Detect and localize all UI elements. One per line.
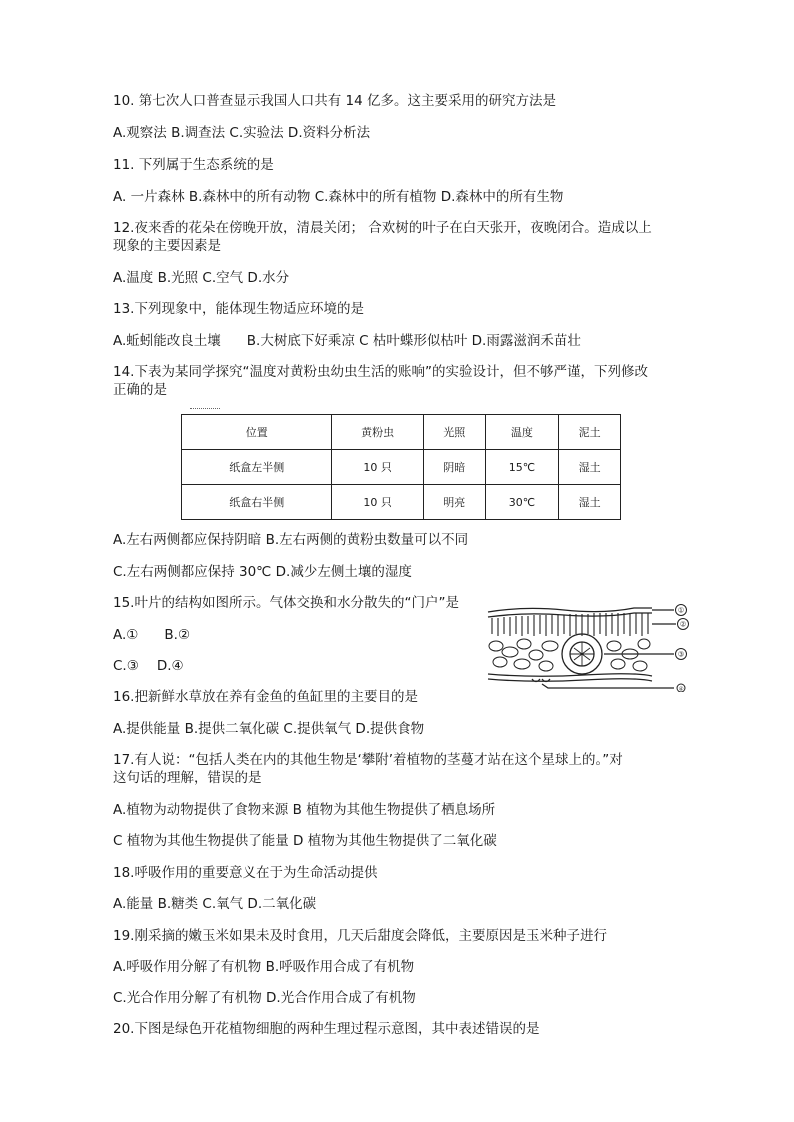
- q15-options-line1: [113, 627, 190, 643]
- figure-label-1: ①: [677, 606, 685, 615]
- q14-stem-line1: 14.下表为某同学探究“温度对黄粉虫幼虫生活的账响”的实验设计，但不够严谨，下列修改: [113, 364, 648, 380]
- q15-option-a: A.①: [113, 627, 139, 643]
- table-cell: 明亮: [423, 485, 485, 520]
- table-row: [182, 450, 621, 485]
- table-row: [182, 485, 621, 520]
- q15-options-line2: [113, 658, 184, 674]
- table-header-cell: 泥土: [559, 415, 621, 450]
- q13-options: [113, 333, 581, 349]
- q16-options: A.提供能量 B.提供二氧化碳 C.提供氧气 D.提供食物: [113, 721, 425, 737]
- q12-stem-line1: 12.夜来香的花朵在傍晚开放，清晨关闭； 合欢树的叶子在白天张开，夜晚闭合。造成以上: [113, 220, 652, 236]
- table-cell: 10 只: [332, 450, 423, 485]
- table-cell: 阴暗: [423, 450, 485, 485]
- table-header-cell: 黄粉虫: [332, 415, 423, 450]
- q10-options: A.观察法 B.调查法 C.实验法 D.资料分析法: [113, 125, 371, 141]
- figure-label-2: ②: [679, 620, 687, 629]
- q12-stem-line2: 现象的主要因素是: [113, 238, 221, 254]
- q17-options-line2: C 植物为其他生物提供了能量 D 植物为其他生物提供了二氧化碳: [113, 833, 497, 849]
- q15-option-c: C.③: [113, 658, 139, 674]
- q13-stem: 13.下列现象中，能体现生物适应环境的是: [113, 301, 364, 317]
- q17-stem-line1: 17.有人说：“包括人类在内的其他生物是‘攀附’着植物的茎蔓才站在这个星球上的。”对: [113, 752, 623, 768]
- q19-stem: 19.刚采摘的嫩玉米如果未及时食用，几天后甜度会降低，主要原因是玉米种子进行: [113, 928, 607, 944]
- table-cell: 湿土: [559, 450, 621, 485]
- table-header-row: [182, 415, 621, 450]
- q13-option-a: A.蚯蚓能改良土壤: [113, 333, 221, 349]
- q15-stem: 15.叶片的结构如图所示。气体交换和水分散失的“门户”是: [113, 595, 459, 611]
- q19-options-line1: A.呼吸作用分解了有机物 B.呼吸作用合成了有机物: [113, 959, 415, 975]
- q11-options: A. 一片森林 B.森林中的所有动物 C.森林中的所有植物 D.森林中的所有生物: [113, 189, 564, 205]
- q14-options-line2: C.左右两侧都应保持 30℃ D.减少左侧土壤的湿度: [113, 564, 412, 580]
- table-cell: 15℃: [485, 450, 559, 485]
- q18-options: A.能量 B.糖类 C.氧气 D.二氧化碳: [113, 896, 317, 912]
- q16-stem: 16.把新鲜水草放在养有金鱼的鱼缸里的主要目的是: [113, 689, 418, 705]
- q14-stem-line2: 正确的是: [113, 382, 167, 398]
- table-header-cell: 位置: [182, 415, 332, 450]
- leaf-structure-figure: [484, 600, 694, 692]
- q18-stem: 18.呼吸作用的重要意义在于为生命活动提供: [113, 865, 378, 881]
- figure-label-4: ④: [678, 686, 684, 692]
- table-cell: 30℃: [485, 485, 559, 520]
- q15-option-b: B.②: [164, 627, 191, 643]
- q15-option-d: D.④: [156, 658, 184, 674]
- q19-options-line2: C.光合作用分解了有机物 D.光合作用合成了有机物: [113, 990, 416, 1006]
- figure-label-3: ③: [677, 650, 685, 659]
- q20-stem: 20.下图是绿色开花植物细胞的两种生理过程示意图，其中表述错误的是: [113, 1021, 540, 1037]
- table-cell: 纸盒左半侧: [182, 450, 332, 485]
- q17-stem-line2: 这句话的理解，错误的是: [113, 770, 262, 786]
- table-cell: 湿土: [559, 485, 621, 520]
- q12-options: A.温度 B.光照 C.空气 D.水分: [113, 270, 290, 286]
- q17-options-line1: A.植物为动物提供了食物来源 B 植物为其他生物提供了栖息场所: [113, 802, 496, 818]
- experiment-table: [181, 414, 621, 520]
- table-scan-mark: [190, 408, 220, 411]
- q10-stem: 10. 第七次人口普查显示我国人口共有 14 亿多。这主要采用的研究方法是: [113, 93, 557, 109]
- table-header-cell: 温度: [485, 415, 559, 450]
- table-header-cell: 光照: [423, 415, 485, 450]
- q13-option-bcd: B.大树底下好乘凉 C 枯叶蝶形似枯叶 D.雨露滋润禾苗壮: [246, 333, 581, 349]
- q14-options-line1: A.左右两侧都应保持阴暗 B.左右两侧的黄粉虫数量可以不同: [113, 532, 469, 548]
- table-cell: 10 只: [332, 485, 423, 520]
- table-cell: 纸盒右半侧: [182, 485, 332, 520]
- q11-stem: 11. 下列属于生态系统的是: [113, 157, 274, 173]
